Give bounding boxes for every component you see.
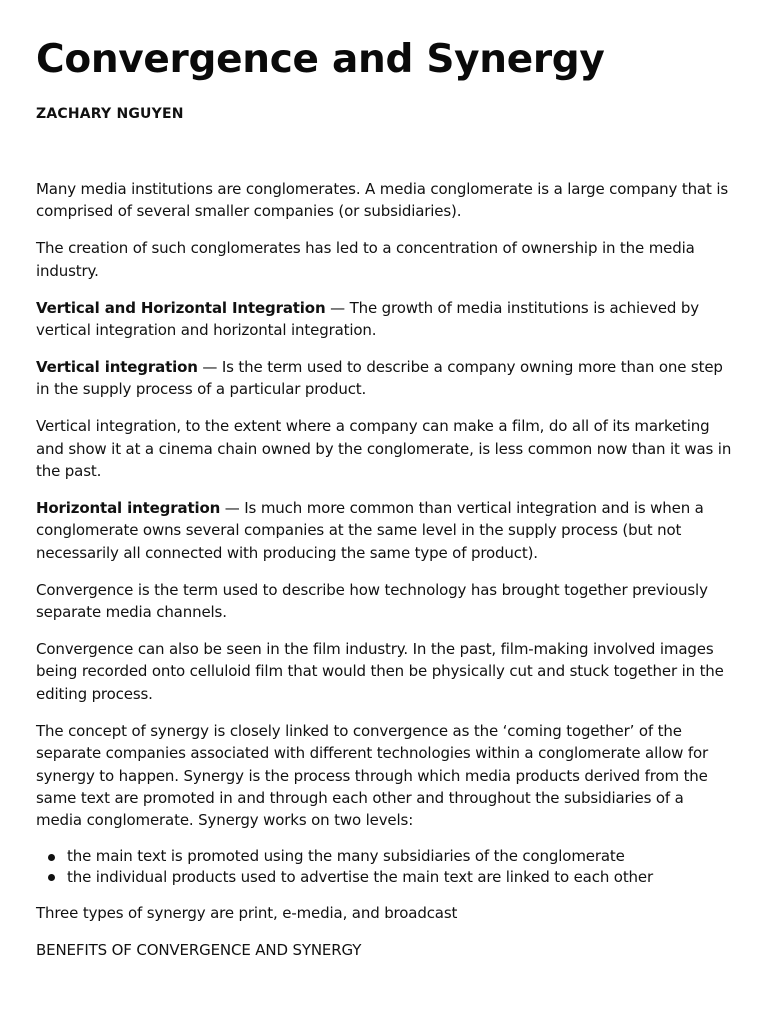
paragraph-integration: [36, 297, 732, 342]
paragraph-vertical-example: Vertical integration, to the extent where a company can make a film, do all of its marketing and show it at a cinema chain owned by the conglomerate, is less common now than it was in the past.: [36, 417, 732, 481]
paragraph-convergence-film: Convergence can also be seen in the film industry. In the past, film-making involved images being recorded onto celluloid film that would then be physically cut and stuck together in the editing process.: [36, 640, 724, 703]
section-heading-benefits: BENEFITS OF CONVERGENCE AND SYNERGY: [36, 941, 362, 960]
synergy-levels-list: [36, 846, 732, 887]
paragraph-vertical-integration: [36, 356, 732, 401]
list-item: [36, 867, 732, 888]
document-body: [36, 178, 732, 962]
bullet-icon: [48, 874, 55, 881]
list-item-text: the main text is promoted using the many subsidiaries of the conglomerate: [67, 847, 625, 866]
definition-vertical-integration: — Is the term used to describe a company owning more than one step in the supply process of a particular product.: [36, 357, 723, 399]
paragraph-concentration: The creation of such conglomerates has led to a concentration of ownership in the media industry.: [36, 239, 695, 280]
list-item: [36, 846, 732, 867]
paragraph-horizontal-integration: [36, 497, 732, 564]
list-item-text: the individual products used to advertise the main text are linked to each other: [67, 867, 654, 886]
paragraph-convergence: Convergence is the term used to describe how technology has brought together previously separate media channels.: [36, 580, 708, 622]
definition-horizontal-integration: — Is much more common than vertical integration and is when a conglomerate owns several companies at the same level in the supply process (but not necessarily all connected with producing the same type of product).: [36, 498, 704, 562]
author-name: ZACHARY NGUYEN: [36, 106, 184, 122]
term-vertical-horizontal-integration: Vertical and Horizontal Integration: [36, 298, 326, 317]
bullet-icon: [48, 854, 55, 861]
document-title: Convergence and Synergy: [36, 37, 605, 82]
term-vertical-integration: Vertical integration: [36, 357, 198, 376]
term-horizontal-integration: Horizontal integration: [36, 498, 221, 517]
paragraph-synergy-types: Three types of synergy are print, e-media, and broadcast: [36, 904, 458, 923]
definition-vertical-horizontal-integration: — The growth of media institutions is achieved by vertical integration and horizontal integration.: [36, 298, 699, 340]
paragraph-conglomerates: Many media institutions are conglomerates. A media conglomerate is a large company that is comprised of several smaller companies (or subsidiaries).: [36, 180, 728, 221]
paragraph-synergy: The concept of synergy is closely linked to convergence as the ‘coming together’ of the separate companies associated with different technologies within a conglomerate allow for synergy to happen. Synergy is the process through which media products derived from the same text are promoted in and through each other and throughout the subsidiaries of a media conglomerate. Synergy works on two levels:: [36, 721, 709, 830]
